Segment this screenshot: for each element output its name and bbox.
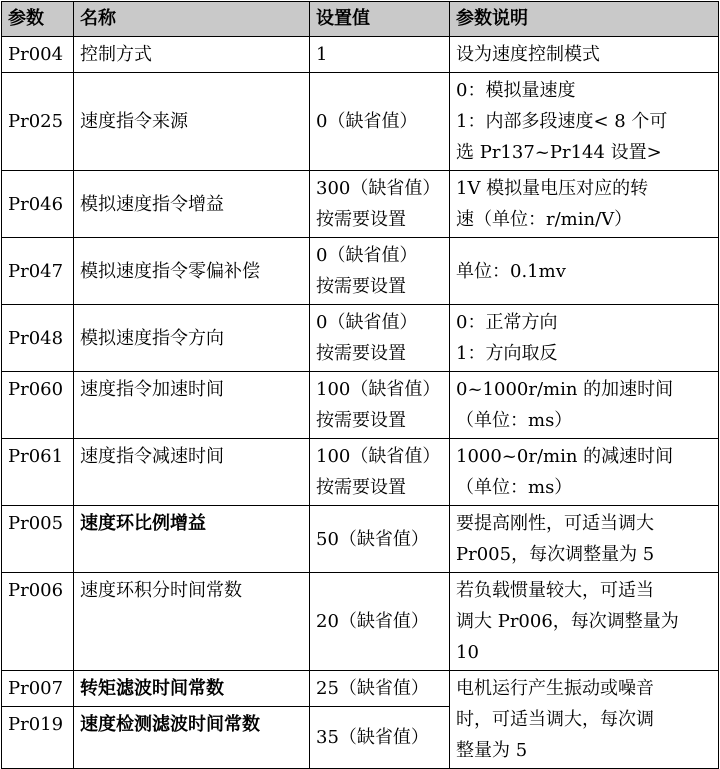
header-row: [2, 2, 719, 37]
param-value: 1: [310, 37, 450, 73]
param-desc: 0：模拟量速度 1：内部多段速度< 8 个可 选 Pr137~Pr144 设置>: [450, 73, 719, 171]
table-row: [2, 238, 719, 305]
param-desc: 单位：0.1mv: [450, 238, 719, 305]
table-row: [2, 573, 719, 671]
header-param: 参数: [2, 2, 74, 37]
param-value: 100（缺省值） 按需要设置: [310, 439, 450, 506]
header-name: 名称: [74, 2, 310, 37]
param-code: Pr046: [2, 171, 74, 238]
param-code: Pr060: [2, 372, 74, 439]
param-value: 0（缺省值） 按需要设置: [310, 305, 450, 372]
param-desc: 0~1000r/min 的加速时间 （单位：ms）: [450, 372, 719, 439]
param-code: Pr048: [2, 305, 74, 372]
param-name: 转矩滤波时间常数: [74, 671, 310, 707]
param-name: 速度指令加速时间: [74, 372, 310, 439]
table-row: [2, 671, 719, 707]
param-name: 速度环比例增益: [74, 506, 310, 573]
param-desc: 若负载惯量较大，可适当 调大 Pr006，每次调整量为 10: [450, 573, 719, 671]
param-name: 模拟速度指令零偏补偿: [74, 238, 310, 305]
param-value: 0（缺省值）: [310, 73, 450, 171]
param-desc: 1V 模拟量电压对应的转 速（单位：r/min/V）: [450, 171, 719, 238]
param-code: Pr047: [2, 238, 74, 305]
table-row: [2, 37, 719, 73]
param-code: Pr005: [2, 506, 74, 573]
header-desc: 参数说明: [450, 2, 719, 37]
param-value: 20（缺省值）: [310, 573, 450, 671]
table-row: [2, 439, 719, 506]
param-desc: 0：正常方向 1：方向取反: [450, 305, 719, 372]
param-code: Pr019: [2, 707, 74, 769]
parameter-table: [1, 1, 719, 769]
param-code: Pr007: [2, 671, 74, 707]
param-name: 速度指令减速时间: [74, 439, 310, 506]
param-code: Pr061: [2, 439, 74, 506]
param-name: 模拟速度指令增益: [74, 171, 310, 238]
param-name: 控制方式: [74, 37, 310, 73]
param-value: 300（缺省值） 按需要设置: [310, 171, 450, 238]
param-value: 25（缺省值）: [310, 671, 450, 707]
param-desc-merged: 电机运行产生振动或噪音 时，可适当调大，每次调 整量为 5: [450, 671, 719, 769]
header-value: 设置值: [310, 2, 450, 37]
param-value: 100（缺省值） 按需要设置: [310, 372, 450, 439]
param-desc: 1000~0r/min 的减速时间 （单位：ms）: [450, 439, 719, 506]
param-name: 速度环积分时间常数: [74, 573, 310, 671]
param-code: Pr004: [2, 37, 74, 73]
param-name: 速度指令来源: [74, 73, 310, 171]
table-row: [2, 305, 719, 372]
param-value: 35（缺省值）: [310, 707, 450, 769]
table-row: [2, 73, 719, 171]
param-desc: 设为速度控制模式: [450, 37, 719, 73]
table-row: [2, 506, 719, 573]
param-desc: 要提高刚性，可适当调大 Pr005，每次调整量为 5: [450, 506, 719, 573]
table-row: [2, 372, 719, 439]
param-value: 50（缺省值）: [310, 506, 450, 573]
param-code: Pr006: [2, 573, 74, 671]
param-code: Pr025: [2, 73, 74, 171]
table-row: [2, 171, 719, 238]
param-value: 0（缺省值） 按需要设置: [310, 238, 450, 305]
param-name: 速度检测滤波时间常数: [74, 707, 310, 769]
param-name: 模拟速度指令方向: [74, 305, 310, 372]
